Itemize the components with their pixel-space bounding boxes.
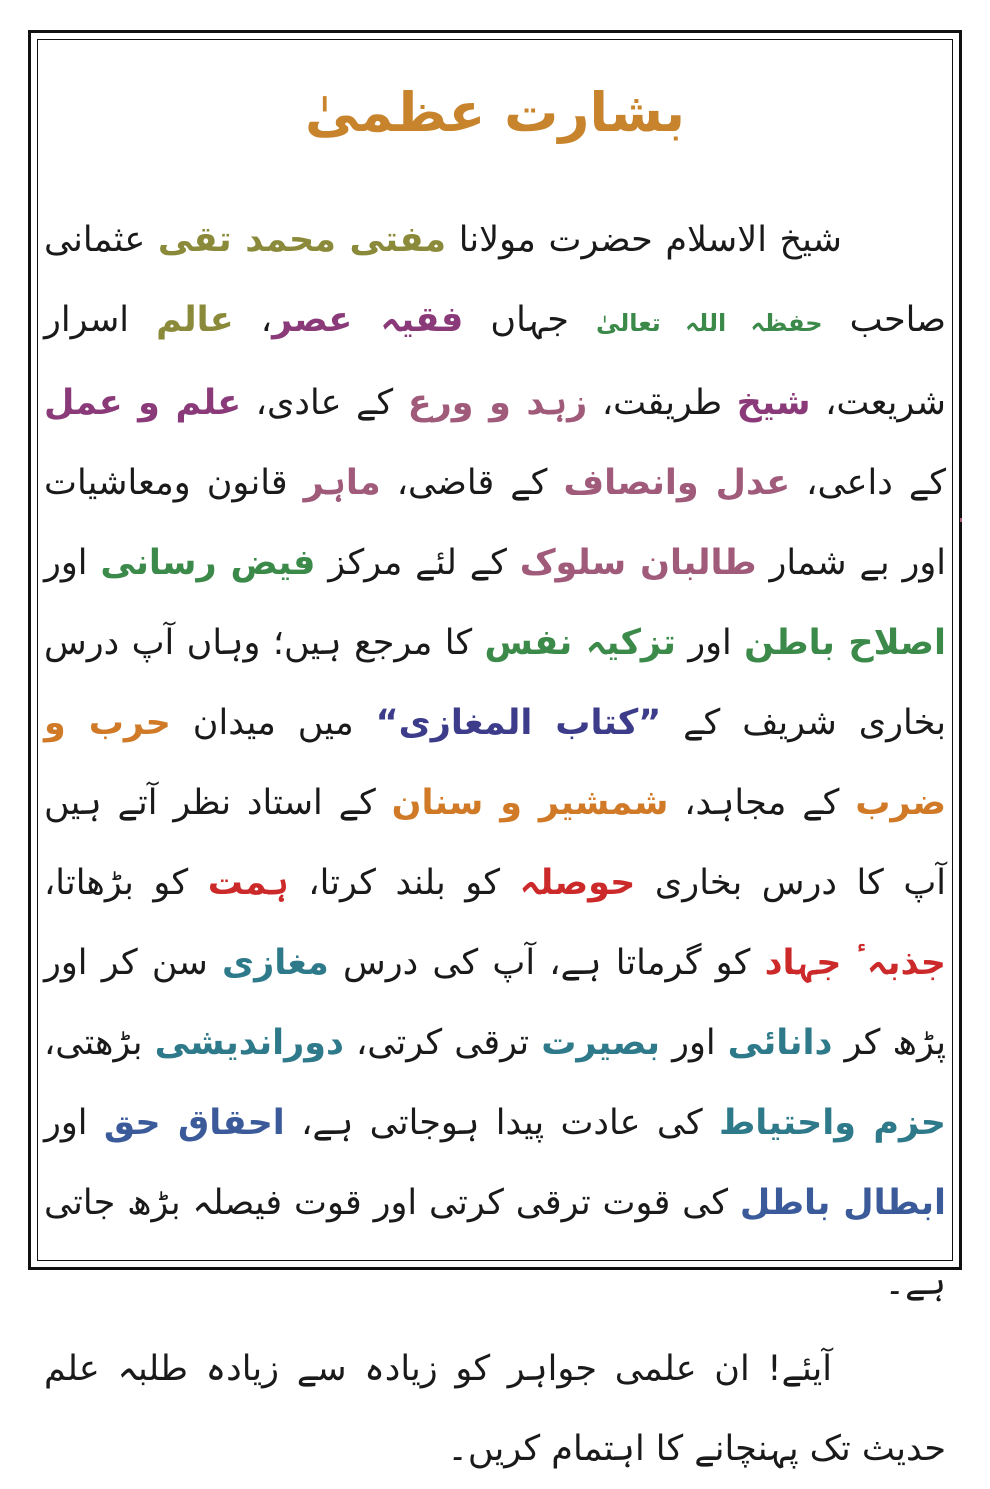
main-paragraph xyxy=(44,200,946,1323)
stray-mark xyxy=(960,518,962,522)
name-mufti-taqi: مفتی محمد تقی xyxy=(157,220,447,260)
closing-paragraph: آیئے! ان علمی جواہر کو زیادہ سے زیادہ طلبہ علم حدیث تک پہنچانے کا اہتمام کریں۔ xyxy=(44,1349,946,1469)
text-segment: ، xyxy=(233,300,273,340)
honorific: حفظہ اللہ تعالیٰ xyxy=(595,309,823,337)
highlight-term: احقاق حق xyxy=(103,1103,285,1143)
text-segment: کو بڑھاتا، xyxy=(44,863,208,903)
text-segment: کے مجاہد، xyxy=(668,783,856,823)
highlight-term: اصلاح باطن xyxy=(744,623,946,663)
text-segment: میں میدان xyxy=(170,703,376,743)
highlight-term: علم و عمل xyxy=(44,383,242,423)
highlight-term: شیخ xyxy=(736,383,811,423)
highlight-term: عدل وانصاف xyxy=(563,463,791,503)
highlight-term: ماہر xyxy=(303,463,381,503)
highlight-term: حزم واحتیاط xyxy=(718,1103,946,1143)
highlight-term: فیض رسانی xyxy=(100,543,316,583)
highlight-term: طالبان سلوک xyxy=(519,543,757,583)
page-title: بشارت عظمیٰ xyxy=(305,81,685,144)
highlight-term: دانائی xyxy=(727,1023,833,1063)
highlight-term: ابطال باطل xyxy=(739,1183,946,1223)
text-segment: کے عادی، xyxy=(241,383,408,423)
text-segment: کو بلند کرتا، xyxy=(288,863,520,903)
highlight-term: شمشیر و سنان xyxy=(391,783,669,823)
text-segment: اور xyxy=(660,1023,728,1063)
highlight-term: زہد و ورع xyxy=(407,383,588,423)
highlight-term: فقیہ عصر xyxy=(272,300,464,340)
body-text xyxy=(44,200,946,1489)
text-segment: جہاں xyxy=(463,300,596,340)
text-segment: طریقت، xyxy=(587,383,737,423)
highlight-term: دوراندیشی xyxy=(154,1023,344,1063)
highlight-term: بصیرت xyxy=(541,1023,661,1063)
text-segment: اور xyxy=(44,1103,104,1143)
text-segment: عثمانی صاحب xyxy=(44,220,946,340)
text-segment: کے استاد نظر آتے ہیں آپ کا درس بخاری xyxy=(44,783,947,903)
text-segment: کا مرجع ہیں؛ وہاں آپ درس بخاری شریف کے xyxy=(44,623,946,743)
book-title: ”کتاب المغازی“ xyxy=(375,703,662,743)
text-segment: اسرار شریعت، xyxy=(44,300,947,423)
text-segment: کے داعی، xyxy=(790,463,946,503)
text-segment: بڑھتی، xyxy=(44,1023,155,1063)
text-segment: کے لئے مرکز xyxy=(315,543,520,583)
highlight-term: تزکیہ نفس xyxy=(484,623,676,663)
highlight-term: حوصلہ xyxy=(519,863,636,903)
text-segment: قانون ومعاشیات اور بے شمار xyxy=(44,463,946,583)
highlight-term: ہمت xyxy=(207,863,289,903)
text-segment: ترقی کرتی، xyxy=(343,1023,542,1063)
highlight-term: عالم xyxy=(156,300,234,340)
highlight-term: حرب و ضرب xyxy=(44,703,947,823)
text-segment: کی قوت ترقی کرتی اور قوت فیصلہ بڑھ جاتی ہے۔ xyxy=(44,1183,946,1303)
text-segment: کے قاضی، xyxy=(380,463,564,503)
text-segment: کو گرماتا ہے، آپ کی درس xyxy=(328,943,765,983)
text-segment: اور xyxy=(44,543,101,583)
highlight-term: جذبہٴ جہاد xyxy=(764,943,946,983)
text-segment: کی عادت پیدا ہوجاتی ہے، xyxy=(284,1103,719,1143)
text-segment: سن کر اور پڑھ کر xyxy=(44,943,946,1063)
highlight-term: مغازی xyxy=(222,943,329,983)
text-segment: اور xyxy=(675,623,745,663)
text-segment: شیخ الاسلام حضرت مولانا xyxy=(446,220,843,260)
